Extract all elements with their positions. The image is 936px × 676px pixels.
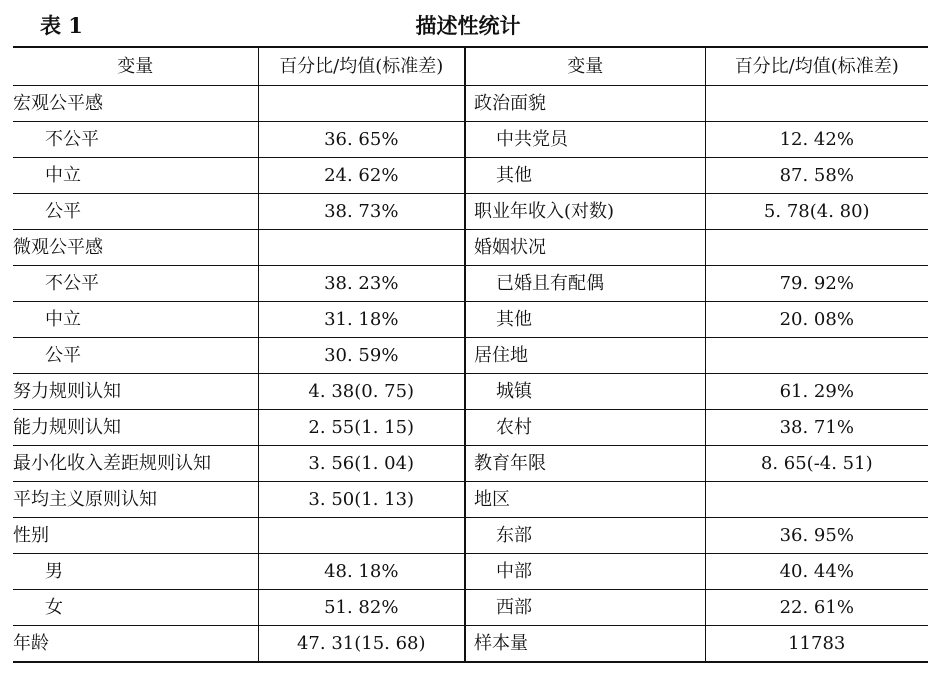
descriptive-statistics-table (13, 46, 928, 663)
table-row (13, 122, 928, 158)
left-variable-cell: 努力规则认知 (13, 374, 258, 410)
table-row (13, 446, 928, 482)
left-value-cell: 3. 50(1. 13) (258, 482, 465, 518)
left-value-cell: 51. 82% (258, 590, 465, 626)
right-variable-cell: 中部 (465, 554, 705, 590)
right-variable-cell: 婚姻状况 (465, 230, 705, 266)
table-row (13, 302, 928, 338)
left-variable-cell: 中立 (13, 158, 258, 194)
left-variable-cell: 公平 (13, 338, 258, 374)
left-value-cell (258, 86, 465, 122)
right-variable-cell: 东部 (465, 518, 705, 554)
table-header-row (13, 47, 928, 86)
left-value-cell (258, 518, 465, 554)
right-variable-cell: 城镇 (465, 374, 705, 410)
left-value-cell: 30. 59% (258, 338, 465, 374)
right-value-cell: 12. 42% (705, 122, 928, 158)
left-value-cell: 2. 55(1. 15) (258, 410, 465, 446)
right-variable-cell: 教育年限 (465, 446, 705, 482)
left-variable-cell: 能力规则认知 (13, 410, 258, 446)
table-row (13, 338, 928, 374)
table-title: 描述性统计 (415, 13, 521, 38)
left-value-cell: 36. 65% (258, 122, 465, 158)
right-value-cell: 11783 (705, 626, 928, 663)
right-variable-cell: 其他 (465, 302, 705, 338)
table-number: 表 1 (40, 13, 83, 38)
table-row (13, 518, 928, 554)
right-value-cell: 8. 65(-4. 51) (705, 446, 928, 482)
right-value-cell (705, 338, 928, 374)
table-row (13, 194, 928, 230)
header-variable-right: 变量 (465, 47, 705, 86)
right-variable-cell: 农村 (465, 410, 705, 446)
header-value-right: 百分比/均值(标准差) (705, 47, 928, 86)
table-row (13, 626, 928, 663)
table-row (13, 410, 928, 446)
left-variable-cell: 不公平 (13, 122, 258, 158)
right-value-cell: 79. 92% (705, 266, 928, 302)
table-row (13, 590, 928, 626)
left-value-cell: 38. 23% (258, 266, 465, 302)
left-variable-cell: 微观公平感 (13, 230, 258, 266)
header-value-left: 百分比/均值(标准差) (258, 47, 465, 86)
left-value-cell: 38. 73% (258, 194, 465, 230)
right-value-cell: 38. 71% (705, 410, 928, 446)
right-variable-cell: 样本量 (465, 626, 705, 663)
right-value-cell: 36. 95% (705, 518, 928, 554)
right-variable-cell: 职业年收入(对数) (465, 194, 705, 230)
right-value-cell (705, 482, 928, 518)
table-row (13, 374, 928, 410)
right-value-cell: 87. 58% (705, 158, 928, 194)
table-row (13, 230, 928, 266)
table-body (13, 86, 928, 663)
left-variable-cell: 平均主义原则认知 (13, 482, 258, 518)
table-row (13, 86, 928, 122)
right-variable-cell: 其他 (465, 158, 705, 194)
right-value-cell: 61. 29% (705, 374, 928, 410)
right-value-cell: 40. 44% (705, 554, 928, 590)
table-row (13, 554, 928, 590)
header-variable-left: 变量 (13, 47, 258, 86)
right-variable-cell: 居住地 (465, 338, 705, 374)
table-row (13, 266, 928, 302)
left-variable-cell: 男 (13, 554, 258, 590)
right-value-cell (705, 86, 928, 122)
left-value-cell: 4. 38(0. 75) (258, 374, 465, 410)
left-variable-cell: 年龄 (13, 633, 49, 654)
right-variable-cell: 已婚且有配偶 (465, 266, 705, 302)
left-variable-cell: 中立 (13, 302, 258, 338)
right-value-cell: 5. 78(4. 80) (705, 194, 928, 230)
left-variable-cell: 宏观公平感 (13, 86, 258, 122)
left-value-cell (258, 230, 465, 266)
right-value-cell: 22. 61% (705, 590, 928, 626)
left-variable-cell: 女 (13, 590, 258, 626)
right-variable-cell: 地区 (465, 482, 705, 518)
left-value-cell: 3. 56(1. 04) (258, 446, 465, 482)
left-variable-cell: 不公平 (13, 266, 258, 302)
left-value-cell: 31. 18% (258, 302, 465, 338)
left-variable-cell: 公平 (13, 194, 258, 230)
left-variable-cell: 最小化收入差距规则认知 (13, 446, 258, 482)
right-variable-cell: 中共党员 (465, 122, 705, 158)
left-value-cell: 47. 31(15. 68) (258, 626, 465, 663)
left-value-cell: 48. 18% (258, 554, 465, 590)
left-value-cell: 24. 62% (258, 158, 465, 194)
table-row (13, 158, 928, 194)
right-variable-cell: 西部 (465, 590, 705, 626)
right-variable-cell: 政治面貌 (465, 86, 705, 122)
left-variable-cell: 性别 (13, 518, 258, 554)
right-value-cell (705, 230, 928, 266)
right-value-cell: 20. 08% (705, 302, 928, 338)
table-row (13, 482, 928, 518)
